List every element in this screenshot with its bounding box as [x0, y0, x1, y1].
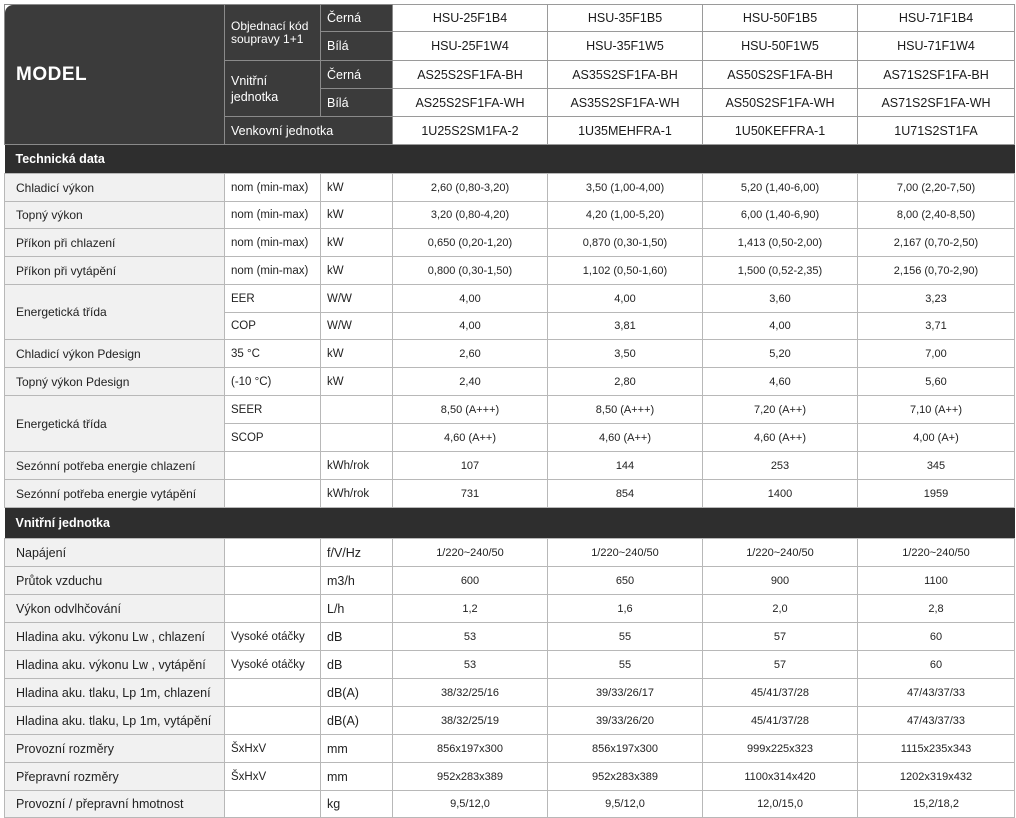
- row-value: 53: [393, 623, 548, 651]
- combo-black-code: HSU-25F1B4: [393, 5, 548, 32]
- row-unit: kW: [321, 174, 393, 202]
- row-qualifier: nom (min-max): [225, 229, 321, 257]
- row-qualifier: COP: [225, 313, 321, 340]
- row-label: Přepravní rozměry: [5, 763, 225, 791]
- specification-table: [4, 4, 1015, 818]
- table-row: [5, 229, 1015, 257]
- row-qualifier: 35 °C: [225, 340, 321, 368]
- row-value: 1/220~240/50: [548, 539, 703, 567]
- row-value: 39/33/26/20: [548, 707, 703, 735]
- indoor-black-code: AS35S2SF1FA-BH: [548, 61, 703, 89]
- outdoor-code: 1U71S2ST1FA: [858, 117, 1015, 145]
- row-label: Topný výkon: [5, 202, 225, 229]
- row-qualifier: EER: [225, 285, 321, 313]
- row-qualifier: [225, 707, 321, 735]
- row-unit: dB: [321, 651, 393, 679]
- row-value: 731: [393, 480, 548, 508]
- row-unit: kW: [321, 257, 393, 285]
- row-value: 1202x319x432: [858, 763, 1015, 791]
- indoor-black-code: AS50S2SF1FA-BH: [703, 61, 858, 89]
- row-value: 6,00 (1,40-6,90): [703, 202, 858, 229]
- row-value: 253: [703, 452, 858, 480]
- model-title: MODEL: [5, 5, 225, 145]
- row-unit: dB(A): [321, 679, 393, 707]
- row-value: 1100: [858, 567, 1015, 595]
- row-value: 60: [858, 651, 1015, 679]
- row-qualifier: ŠxHxV: [225, 763, 321, 791]
- row-value: 55: [548, 623, 703, 651]
- section-title: Technická data: [5, 145, 1015, 174]
- table-row: [5, 763, 1015, 791]
- row-value: 1,102 (0,50-1,60): [548, 257, 703, 285]
- row-label: Energetická třída: [5, 285, 225, 340]
- row-value: 60: [858, 623, 1015, 651]
- row-label: Topný výkon Pdesign: [5, 368, 225, 396]
- row-value: 4,60 (A++): [703, 424, 858, 452]
- row-value: 53: [393, 651, 548, 679]
- row-label: Hladina aku. výkonu Lw , vytápění: [5, 651, 225, 679]
- row-value: 2,8: [858, 595, 1015, 623]
- row-value: 8,50 (A+++): [393, 396, 548, 424]
- row-value: 1100x314x420: [703, 763, 858, 791]
- row-qualifier: Vysoké otáčky: [225, 651, 321, 679]
- row-value: 4,00: [393, 313, 548, 340]
- row-unit: W/W: [321, 285, 393, 313]
- row-value: 3,60: [703, 285, 858, 313]
- table-row: [5, 202, 1015, 229]
- table-row: [5, 340, 1015, 368]
- row-value: 144: [548, 452, 703, 480]
- row-value: 4,00: [703, 313, 858, 340]
- row-value: 600: [393, 567, 548, 595]
- table-row: [5, 735, 1015, 763]
- header-row-combo-black: [5, 5, 1015, 32]
- row-value: 856x197x300: [548, 735, 703, 763]
- row-label: Hladina aku. tlaku, Lp 1m, chlazení: [5, 679, 225, 707]
- row-qualifier: [225, 539, 321, 567]
- row-value: 15,2/18,2: [858, 791, 1015, 818]
- row-value: 0,870 (0,30-1,50): [548, 229, 703, 257]
- row-value: 900: [703, 567, 858, 595]
- row-value: 2,80: [548, 368, 703, 396]
- row-label: Napájení: [5, 539, 225, 567]
- table-row: [5, 257, 1015, 285]
- row-unit: dB(A): [321, 707, 393, 735]
- row-label: Provozní rozměry: [5, 735, 225, 763]
- combo-black-code: HSU-71F1B4: [858, 5, 1015, 32]
- row-unit: dB: [321, 623, 393, 651]
- row-qualifier: nom (min-max): [225, 202, 321, 229]
- row-unit: kW: [321, 229, 393, 257]
- row-label: Chladicí výkon Pdesign: [5, 340, 225, 368]
- row-value: 4,00: [393, 285, 548, 313]
- row-qualifier: ŠxHxV: [225, 735, 321, 763]
- row-value: 47/43/37/33: [858, 679, 1015, 707]
- outdoor-code: 1U25S2SM1FA-2: [393, 117, 548, 145]
- row-value: 4,60 (A++): [548, 424, 703, 452]
- row-value: 952x283x389: [548, 763, 703, 791]
- row-value: 4,00 (A+): [858, 424, 1015, 452]
- row-value: 7,00: [858, 340, 1015, 368]
- row-value: 3,81: [548, 313, 703, 340]
- combo-white-code: HSU-25F1W4: [393, 32, 548, 61]
- section-title: Vnitřní jednotka: [5, 508, 1015, 539]
- combo-code-label: Objednací kód soupravy 1+1: [225, 5, 321, 61]
- row-unit: W/W: [321, 313, 393, 340]
- row-qualifier: [225, 567, 321, 595]
- row-value: 3,50 (1,00-4,00): [548, 174, 703, 202]
- row-value: 8,00 (2,40-8,50): [858, 202, 1015, 229]
- row-value: 3,23: [858, 285, 1015, 313]
- row-value: 1959: [858, 480, 1015, 508]
- indoor-white-code: AS50S2SF1FA-WH: [703, 89, 858, 117]
- row-value: 47/43/37/33: [858, 707, 1015, 735]
- row-qualifier: Vysoké otáčky: [225, 623, 321, 651]
- row-value: 999x225x323: [703, 735, 858, 763]
- row-value: 1,413 (0,50-2,00): [703, 229, 858, 257]
- indoor-black-code: AS25S2SF1FA-BH: [393, 61, 548, 89]
- row-value: 57: [703, 651, 858, 679]
- row-value: 107: [393, 452, 548, 480]
- row-unit: kW: [321, 340, 393, 368]
- row-value: 0,800 (0,30-1,50): [393, 257, 548, 285]
- table-row: [5, 285, 1015, 313]
- row-label: Výkon odvlhčování: [5, 595, 225, 623]
- indoor-white-code: AS35S2SF1FA-WH: [548, 89, 703, 117]
- row-value: 2,60: [393, 340, 548, 368]
- row-value: 45/41/37/28: [703, 679, 858, 707]
- row-value: 2,167 (0,70-2,50): [858, 229, 1015, 257]
- row-unit: kg: [321, 791, 393, 818]
- row-value: 57: [703, 623, 858, 651]
- row-value: 7,10 (A++): [858, 396, 1015, 424]
- table-row: [5, 567, 1015, 595]
- row-qualifier: nom (min-max): [225, 257, 321, 285]
- row-label: Sezónní potřeba energie vytápění: [5, 480, 225, 508]
- row-label: Příkon při vytápění: [5, 257, 225, 285]
- row-value: 3,50: [548, 340, 703, 368]
- row-unit: kWh/rok: [321, 480, 393, 508]
- combo-white-code: HSU-71F1W4: [858, 32, 1015, 61]
- row-value: 856x197x300: [393, 735, 548, 763]
- row-value: 2,60 (0,80-3,20): [393, 174, 548, 202]
- row-value: 9,5/12,0: [393, 791, 548, 818]
- color-black-label: Černá: [321, 61, 393, 89]
- row-value: 1,6: [548, 595, 703, 623]
- table-row: [5, 452, 1015, 480]
- table-row: [5, 707, 1015, 735]
- row-qualifier: [225, 679, 321, 707]
- table-row: [5, 480, 1015, 508]
- row-value: 4,60: [703, 368, 858, 396]
- row-unit: kW: [321, 368, 393, 396]
- table-row: [5, 539, 1015, 567]
- row-value: 952x283x389: [393, 763, 548, 791]
- combo-black-code: HSU-35F1B5: [548, 5, 703, 32]
- row-value: 5,20: [703, 340, 858, 368]
- row-value: 4,20 (1,00-5,20): [548, 202, 703, 229]
- row-qualifier: SCOP: [225, 424, 321, 452]
- row-value: 12,0/15,0: [703, 791, 858, 818]
- row-value: 1,2: [393, 595, 548, 623]
- color-black-label: Černá: [321, 5, 393, 32]
- outdoor-code: 1U50KEFFRA-1: [703, 117, 858, 145]
- row-value: 5,20 (1,40-6,00): [703, 174, 858, 202]
- row-value: 38/32/25/19: [393, 707, 548, 735]
- row-label: Energetická třída: [5, 396, 225, 452]
- row-unit: [321, 396, 393, 424]
- row-value: 39/33/26/17: [548, 679, 703, 707]
- row-value: 854: [548, 480, 703, 508]
- color-white-label: Bílá: [321, 32, 393, 61]
- table-row: [5, 368, 1015, 396]
- row-value: 0,650 (0,20-1,20): [393, 229, 548, 257]
- row-unit: L/h: [321, 595, 393, 623]
- row-label: Průtok vzduchu: [5, 567, 225, 595]
- row-value: 1/220~240/50: [703, 539, 858, 567]
- table-row: [5, 595, 1015, 623]
- row-value: 38/32/25/16: [393, 679, 548, 707]
- row-unit: mm: [321, 763, 393, 791]
- row-value: 1/220~240/50: [393, 539, 548, 567]
- row-value: 9,5/12,0: [548, 791, 703, 818]
- row-qualifier: [225, 452, 321, 480]
- table-row: [5, 679, 1015, 707]
- row-value: 4,60 (A++): [393, 424, 548, 452]
- combo-black-code: HSU-50F1B5: [703, 5, 858, 32]
- combo-white-code: HSU-35F1W5: [548, 32, 703, 61]
- row-qualifier: nom (min-max): [225, 174, 321, 202]
- row-value: 55: [548, 651, 703, 679]
- row-qualifier: SEER: [225, 396, 321, 424]
- row-value: 4,00: [548, 285, 703, 313]
- row-unit: kWh/rok: [321, 452, 393, 480]
- outdoor-unit-label: Venkovní jednotka: [225, 117, 393, 145]
- row-value: 5,60: [858, 368, 1015, 396]
- row-unit: [321, 424, 393, 452]
- combo-white-code: HSU-50F1W5: [703, 32, 858, 61]
- indoor-white-code: AS71S2SF1FA-WH: [858, 89, 1015, 117]
- row-unit: kW: [321, 202, 393, 229]
- table-row: [5, 396, 1015, 424]
- row-value: 345: [858, 452, 1015, 480]
- row-qualifier: [225, 595, 321, 623]
- row-qualifier: (-10 °C): [225, 368, 321, 396]
- color-white-label: Bílá: [321, 89, 393, 117]
- table-row: [5, 623, 1015, 651]
- row-qualifier: [225, 480, 321, 508]
- row-value: 2,0: [703, 595, 858, 623]
- row-label: Chladicí výkon: [5, 174, 225, 202]
- indoor-white-code: AS25S2SF1FA-WH: [393, 89, 548, 117]
- row-value: 1,500 (0,52-2,35): [703, 257, 858, 285]
- row-label: Hladina aku. výkonu Lw , chlazení: [5, 623, 225, 651]
- row-label: Příkon při chlazení: [5, 229, 225, 257]
- row-value: 2,156 (0,70-2,90): [858, 257, 1015, 285]
- row-qualifier: [225, 791, 321, 818]
- table-row: [5, 791, 1015, 818]
- row-value: 650: [548, 567, 703, 595]
- row-unit: f/V/Hz: [321, 539, 393, 567]
- row-value: 45/41/37/28: [703, 707, 858, 735]
- table-row: [5, 651, 1015, 679]
- row-value: 3,20 (0,80-4,20): [393, 202, 548, 229]
- row-value: 7,00 (2,20-7,50): [858, 174, 1015, 202]
- row-value: 1115x235x343: [858, 735, 1015, 763]
- indoor-black-code: AS71S2SF1FA-BH: [858, 61, 1015, 89]
- row-value: 1400: [703, 480, 858, 508]
- indoor-unit-label: Vnitřní jednotka: [225, 61, 321, 117]
- row-label: Provozní / přepravní hmotnost: [5, 791, 225, 818]
- row-value: 1/220~240/50: [858, 539, 1015, 567]
- outdoor-code: 1U35MEHFRA-1: [548, 117, 703, 145]
- row-label: Sezónní potřeba energie chlazení: [5, 452, 225, 480]
- row-unit: mm: [321, 735, 393, 763]
- table-row: [5, 174, 1015, 202]
- row-value: 3,71: [858, 313, 1015, 340]
- row-unit: m3/h: [321, 567, 393, 595]
- row-label: Hladina aku. tlaku, Lp 1m, vytápění: [5, 707, 225, 735]
- row-value: 7,20 (A++): [703, 396, 858, 424]
- row-value: 8,50 (A+++): [548, 396, 703, 424]
- row-value: 2,40: [393, 368, 548, 396]
- section-header-indoor-unit: [5, 508, 1015, 539]
- section-header-technical-data: [5, 145, 1015, 174]
